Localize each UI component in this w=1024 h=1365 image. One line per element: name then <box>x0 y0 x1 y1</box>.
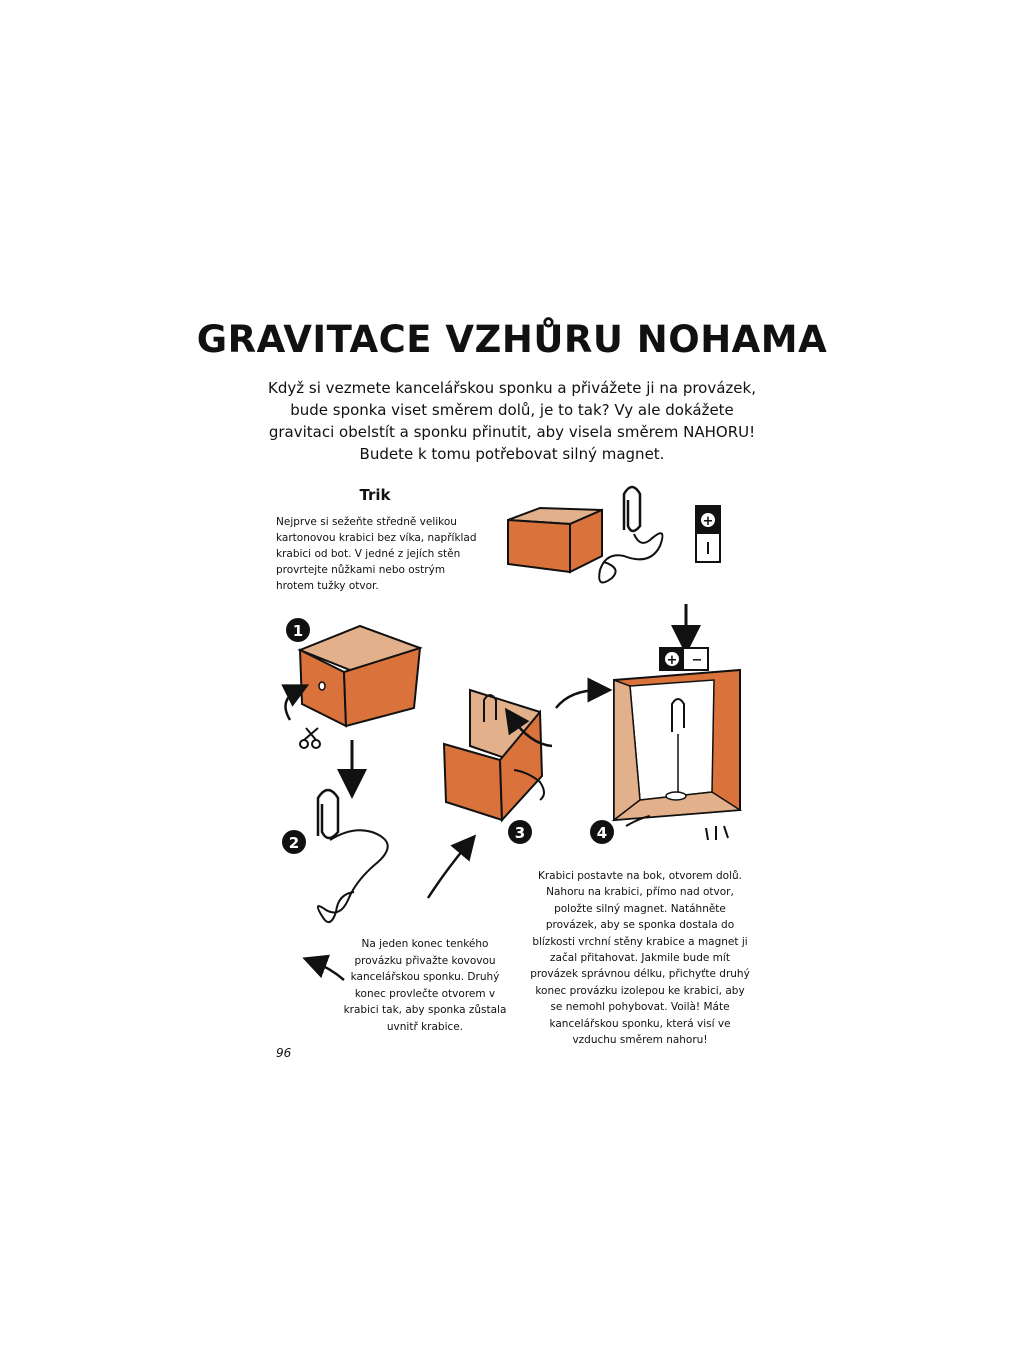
page-number: 96 <box>276 1046 292 1060</box>
step3-box <box>444 690 542 820</box>
string-icon <box>599 533 662 582</box>
step2-text: Na jeden konec tenkého provázku přivažte kovovou kancelářskou sponku. Druhý konec provlečte otvorem v krabici tak, aby sponka zůstala uvnitř krabice. <box>343 938 507 1033</box>
paperclip-icon <box>624 487 640 531</box>
trik-heading: Trik <box>359 486 391 504</box>
step3-number: 3 <box>514 824 526 842</box>
scissors-icon <box>300 728 320 748</box>
magnet-icon <box>696 506 720 562</box>
arrow-icon <box>286 690 299 720</box>
step4-box <box>614 670 740 820</box>
magnet4-minus: − <box>691 653 703 668</box>
magnet-plus: + <box>702 514 714 529</box>
step2-number: 2 <box>288 834 300 852</box>
box-icon <box>508 508 602 572</box>
page-title: GRAVITACE VZHŮRU NOHAMA <box>196 318 828 361</box>
vibration-marks <box>706 826 728 840</box>
arrow-icon <box>556 690 600 708</box>
trik-text: Nejprve si sežeňte středně velikou kartonovou krabici bez víka, například krabici od bot. V jedné z jejích stěn provrtejte nůžkami nebo ostrým hrotem tužky otvor. <box>276 516 477 592</box>
step4-number: 4 <box>596 824 608 842</box>
magnet-icon <box>660 648 708 670</box>
step1-number: 1 <box>292 622 304 640</box>
intro-paragraph: Když si vezmete kancelářskou sponku a přivážete ji na provázek, bude sponka viset směrem dolů, je to tak? Vy ale dokážete gravitaci obelstít a sponku přinutit, aby visela směrem NAHORU! Budete k tomu potřebovat silný magnet. <box>268 379 756 463</box>
step1-box <box>300 626 420 726</box>
paperclip-icon <box>318 790 338 838</box>
arrow-icon <box>428 844 468 898</box>
step4-text: Krabici postavte na bok, otvorem dolů. Nahoru na krabici, přímo nad otvor, položte silný magnet. Natáhněte provázek, aby se sponka dostala do blízkosti vrchní stěny krabice a magnet ji začal přitahovat. Jakmile bude mít provázek správnou délku, přichyťte druhý konec provázku izolepou ke krabici, aby se nemohl pohybovat. Voilà! Máte kancelářskou sponku, která visí ve vzduchu směrem nahoru! <box>530 870 750 1047</box>
magnet4-plus: + <box>666 653 678 668</box>
string-icon <box>318 830 388 922</box>
